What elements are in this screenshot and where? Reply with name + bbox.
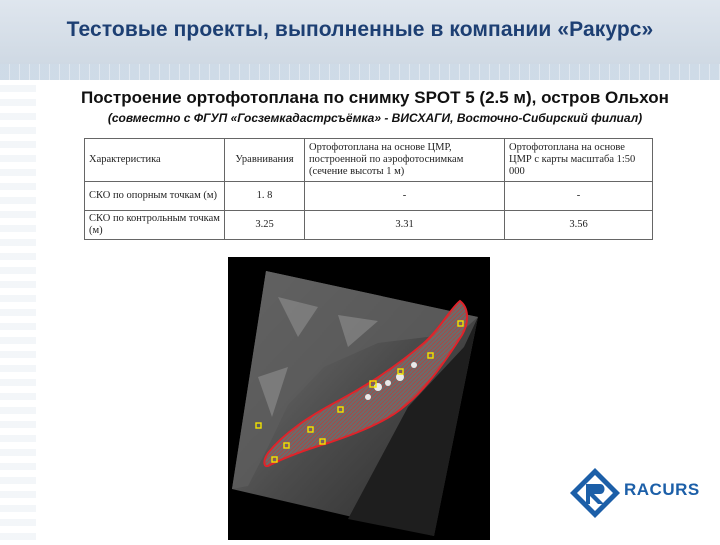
table-cell: СКО по опорным точкам (м) (85, 182, 225, 211)
slide-subtitle: Построение ортофотоплана по снимку SPOT 5 (2.5 м), остров Ольхон (81, 88, 669, 107)
table-cell: - (305, 182, 505, 211)
table-cell: 3.25 (225, 211, 305, 240)
table-row (85, 211, 653, 240)
racurs-emblem-icon (568, 466, 622, 520)
table-cell: 3.56 (505, 211, 653, 240)
table-cell: - (505, 182, 653, 211)
table-header-cell: Характеристика (85, 139, 225, 182)
decorative-stripe (0, 64, 720, 80)
slide-title: Тестовые проекты, выполненные в компании «Ракурс» (66, 18, 654, 41)
olkhon-island-image (228, 257, 490, 540)
table-cell: 3.31 (305, 211, 505, 240)
table-header-cell: Ортофотоплана на основе ЦМР с карты масштаба 1:50 000 (505, 139, 653, 182)
satellite-orthophoto (228, 257, 490, 540)
table-header-cell: Ортофотоплана на основе ЦМР, построенной по аэрофотоснимкам (сечение высоты 1 м) (305, 139, 505, 182)
table-cell: 1. 8 (225, 182, 305, 211)
table-header-cell: Уравнивания (225, 139, 305, 182)
racurs-logo (568, 464, 700, 522)
slide-note: (совместно с ФГУП «Госземкадастрсъёмка» - ВИСХАГИ, Восточно-Сибирский филиал) (107, 111, 643, 125)
title-bar (0, 0, 720, 64)
accuracy-table (84, 138, 653, 240)
table-cell: СКО по контрольным точкам (м) (85, 211, 225, 240)
logo-text: RACURS (624, 480, 700, 499)
table-header-row (85, 139, 653, 182)
table-row (85, 182, 653, 211)
decorative-side-stripe (0, 80, 36, 540)
